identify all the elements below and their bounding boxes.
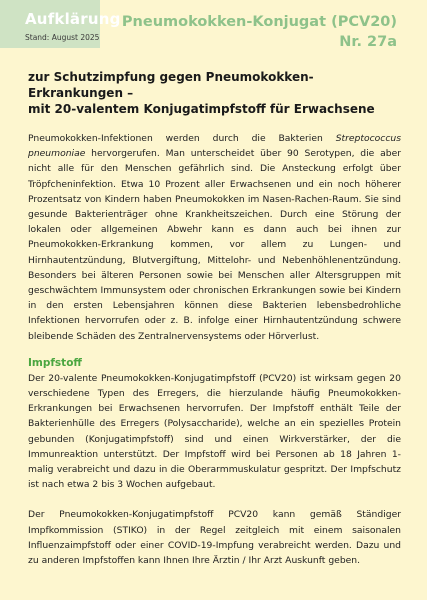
- impfstoff-paragraph: Der 20-valente Pneumokokken-Konjugatimpfstoff (PCV20) ist wirksam gegen 20 verschiedene Typen des Erregers, die hierzulande häufig Pneumokokken-Erkrankungen bei Erwachsenen hervorrufen. Der Impfstoff enthält Teile der Bakterienhülle des Erregers (Polysaccharide), welche an ein spezielles Protein gebunden (Konjugatimpfstoff) sind und einen Wirkverstärker, der die Immunreaktion unterstützt. Der Impfstoff wird bei Personen ab 18 Jahren 1-malig verabreicht und dazu in die Oberarmmuskulatur gespritzt. Der Impfschutz ist nach etwa 2 bis 3 Wochen aufgebaut.: [28, 372, 401, 491]
- subtitle-line-1: zur Schutzimpfung gegen Pneumokokken-Erkrankungen –: [28, 70, 314, 100]
- intro-text-rest: hervorgerufen. Man unterscheidet über 90 Serotypen, die aber nicht alle für den Menschen gefährlich sind. Die Ansteckung erfolgt über Tröpfcheninfektion. Etwa 10 Prozent aller Erwachsenen und ein noch höherer Prozentsatz von Kindern haben Pneumokokken im Nasen-Rachen-Raum. Sie sind gesunde Bakterienträger ohne Krankheitszeichen. Durch eine Störung der lokalen oder allgemeinen Abwehr kann es dann auch bei ihnen zur Pneumokokken-Erkrankung kommen, vor allem zu Lungen- und Hirnhautentzündung, Blutvergiftung, Mittelohr- und Nebenhöhlenentzündung. Besonders bei älteren Personen sowie bei Menschen aller Altersgruppen mit geschwächtem Immunsystem oder chronischen Erkrankungen sowie bei Kindern in den ersten Lebensjahren können diese Bakterien lebensbedrohliche Infektionen hervorrufen oder z. B. infolge einer Hirnhautentzündung schwere bleibende Schäden des Zentralnervensystems oder Hörverlust.: [28, 148, 401, 342]
- badge-title: Aufklärung: [25, 10, 121, 28]
- species-name: Streptococcus pneumoniae: [28, 133, 401, 160]
- intro-paragraph: [28, 131, 401, 344]
- closing-paragraph: Der Pneumokokken-Konjugatimpfstoff PCV20 kann gemäß Ständiger Impfkommission (STIKO) in der Regel zeitgleich mit einem saisonalen Influenzaimpfstoff oder einer COVID-19-Impfung verabreicht werden. Dazu und zu anderen Impfstoffen kann Ihnen Ihre Ärztin / Ihr Arzt Auskunft geben.: [28, 509, 401, 567]
- paragraph-spacer: [28, 492, 401, 507]
- intro-text-start: Pneumokokken-Infektionen werden durch die Bakterien: [28, 133, 336, 144]
- revision-date: Stand: August 2025: [25, 33, 100, 42]
- document-number: Nr. 27a: [339, 34, 397, 50]
- section-heading-impfstoff: Impfstoff: [28, 356, 82, 369]
- document-title: Pneumokokken-Konjugat (PCV20): [121, 14, 397, 30]
- document-subtitle: [28, 69, 401, 117]
- document-header: [122, 12, 397, 52]
- document-type-badge: [0, 0, 121, 48]
- document-body: [28, 69, 401, 568]
- subtitle-line-2: mit 20-valentem Konjugatimpfstoff für Erwachsene: [28, 102, 375, 116]
